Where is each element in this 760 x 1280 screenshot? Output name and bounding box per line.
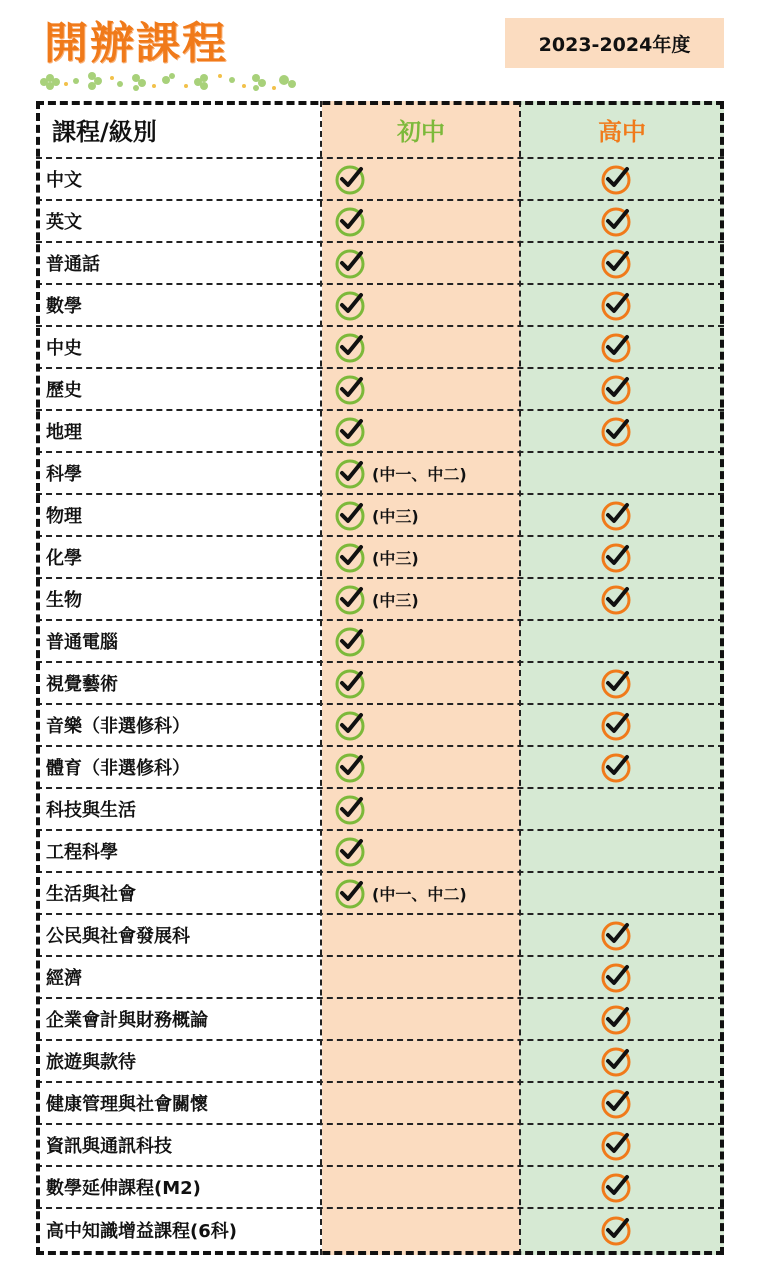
subject-label: 物理 xyxy=(46,506,82,527)
junior-note: (中三) xyxy=(372,590,419,610)
year-badge: 2023-2024年度 xyxy=(505,18,724,68)
subject-label: 體育（非選修科） xyxy=(46,758,190,779)
subject-label: 高中知識增益課程(6科) xyxy=(46,1221,237,1242)
subject-label: 旅遊與款待 xyxy=(46,1052,136,1073)
header-senior: 高中 xyxy=(598,117,646,146)
subject-label: 企業會計與財務概論 xyxy=(46,1010,208,1031)
page-title: 開辦課程 xyxy=(44,18,228,69)
subject-label: 視覺藝術 xyxy=(46,674,118,695)
subject-label: 資訊與通訊科技 xyxy=(46,1136,172,1157)
clover-decoration xyxy=(36,66,300,92)
subject-label: 科學 xyxy=(46,464,82,485)
table-frame xyxy=(36,101,724,1255)
subject-label: 生活與社會 xyxy=(46,884,136,905)
subject-label: 科技與生活 xyxy=(46,800,136,821)
subject-label: 工程科學 xyxy=(46,842,118,863)
subject-label: 地理 xyxy=(46,422,82,443)
subject-label: 英文 xyxy=(46,212,82,233)
header-subject: 課程/級別 xyxy=(52,117,157,146)
subject-label: 經濟 xyxy=(46,968,82,989)
subject-label: 數學 xyxy=(46,296,82,317)
subject-label: 普通話 xyxy=(46,254,100,275)
junior-note: (中一、中二) xyxy=(372,464,467,484)
subject-label: 數學延伸課程(M2) xyxy=(46,1178,201,1199)
subject-label: 健康管理與社會關懷 xyxy=(46,1094,208,1115)
course-table xyxy=(36,101,724,1255)
header-junior: 初中 xyxy=(397,117,445,146)
subject-label: 公民與社會發展科 xyxy=(46,926,190,947)
subject-label: 普通電腦 xyxy=(46,632,118,653)
junior-note: (中一、中二) xyxy=(372,884,467,904)
subject-label: 化學 xyxy=(46,548,82,569)
junior-note: (中三) xyxy=(372,506,419,526)
subject-label: 歷史 xyxy=(46,380,82,401)
subject-label: 生物 xyxy=(46,590,82,611)
subject-label: 中文 xyxy=(46,170,82,191)
subject-label: 音樂（非選修科） xyxy=(46,716,190,737)
subject-label: 中史 xyxy=(46,338,82,359)
junior-note: (中三) xyxy=(372,548,419,568)
